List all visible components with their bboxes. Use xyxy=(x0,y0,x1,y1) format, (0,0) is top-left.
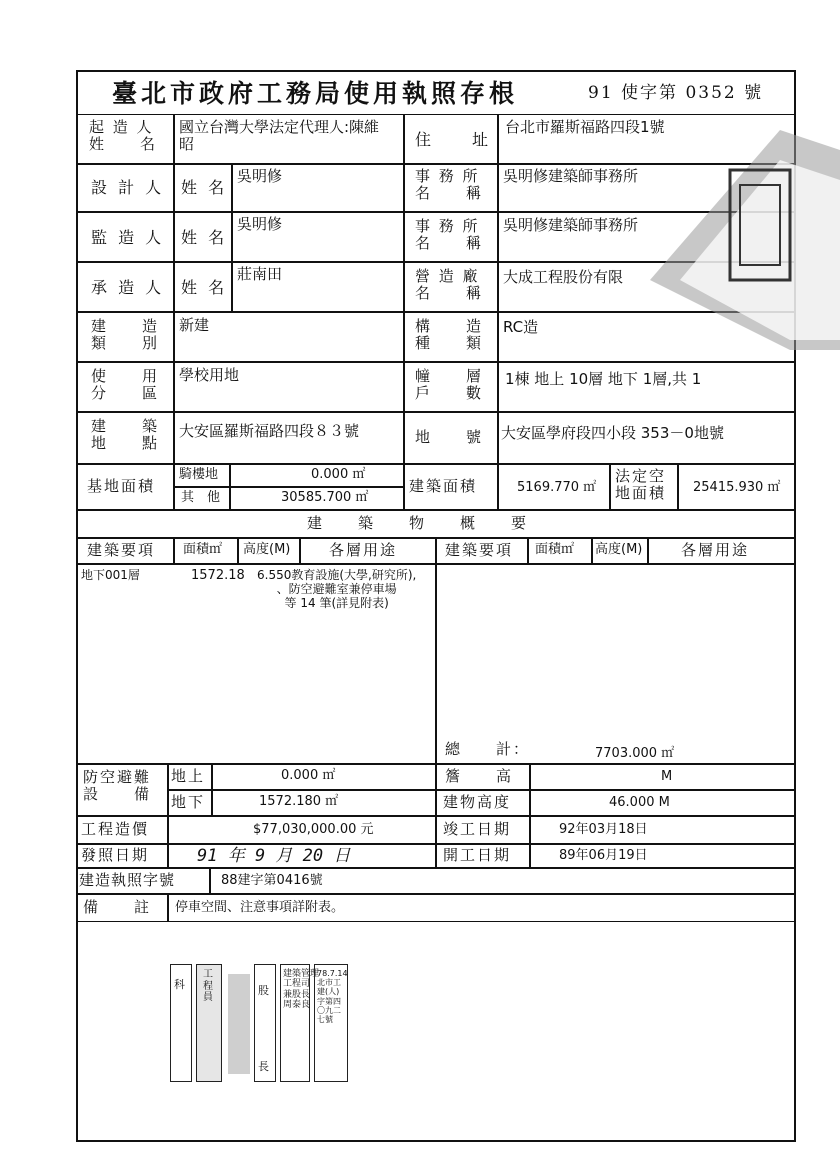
col-use-right-cell xyxy=(648,538,796,564)
shelter-above-value-cell xyxy=(212,764,436,790)
stamp-slot-1-text: 科 xyxy=(174,978,185,991)
supervisor-name-label-cell xyxy=(174,212,232,262)
col-use-right: 各層用途 xyxy=(681,541,750,559)
designer-name-label: 姓 名 xyxy=(181,178,228,197)
total-value: 7703.000 ㎡ xyxy=(595,746,675,761)
location-label-cell xyxy=(76,412,174,464)
contractor-value: 莊南田 xyxy=(237,265,283,283)
floor-area-label-cell xyxy=(404,464,498,510)
stamp-slot-2-text: 工 程 員 xyxy=(203,969,213,1003)
overview-right-body xyxy=(436,564,796,764)
start-date-label-cell xyxy=(436,844,530,868)
shelter-label: 防空避難 設 備 xyxy=(83,768,152,804)
page-title: 臺北市政府工務局使用執照存根 xyxy=(112,79,519,108)
stamp-slot-6 xyxy=(314,964,348,1082)
issue-date-value-cell xyxy=(168,844,436,868)
structure-label-cell xyxy=(404,312,498,362)
eaves-label-cell xyxy=(436,764,530,790)
cost-label: 工程造價 xyxy=(81,820,150,838)
address-label-cell xyxy=(404,114,498,164)
official-seal-stamp xyxy=(640,110,840,350)
row-area: 1572.18 xyxy=(191,568,245,583)
bldg-height-value-cell xyxy=(530,790,796,816)
bldg-height-value: 46.000 M xyxy=(609,795,670,810)
cost-label-cell xyxy=(76,816,168,844)
remarks-value-cell xyxy=(168,894,796,922)
total-label: 總 計： xyxy=(445,740,531,758)
contractor-name-label-cell xyxy=(174,262,232,312)
eaves-label: 簷 高 xyxy=(445,767,514,785)
contractor-label-cell xyxy=(76,262,174,312)
done-date-value: 92年03月18日 xyxy=(559,822,648,837)
col-area-left-cell xyxy=(174,538,238,564)
floor-area-value: 5169.770 ㎡ xyxy=(517,480,597,495)
designer-value: 吳明修 xyxy=(237,167,283,185)
supervisor-label: 監 造 人 xyxy=(91,228,165,247)
site-area-label-cell xyxy=(76,464,174,510)
build-type-label: 建 造 類 別 xyxy=(91,317,160,353)
use-zone-label: 使 用 分 區 xyxy=(91,367,160,403)
col-area-right-cell xyxy=(528,538,592,564)
open-space-label-cell xyxy=(610,464,678,510)
col-height-left: 高度(M) xyxy=(243,542,291,557)
build-type-value-cell xyxy=(174,312,404,362)
col-area-right: 面積㎡ xyxy=(535,542,575,557)
designer-office-label: 事 務 所 名 稱 xyxy=(415,167,484,203)
stamp-slot-2 xyxy=(196,964,222,1082)
stamp-slot-5-text: 建築管理 工程司 兼股長 周泰良 xyxy=(283,969,320,1011)
arcade-value: 0.000 ㎡ xyxy=(311,467,366,482)
location-value-cell xyxy=(174,412,404,464)
use-zone-value: 學校用地 xyxy=(179,366,240,384)
use-zone-label-cell xyxy=(76,362,174,412)
designer-label-cell xyxy=(76,164,174,212)
supervisor-office-label: 事 務 所 名 稱 xyxy=(415,217,484,253)
stamp-slot-3 xyxy=(254,964,276,1082)
supervisor-office-label-cell xyxy=(404,212,498,262)
builder-label-cell xyxy=(76,114,174,164)
floor-area-label: 建築面積 xyxy=(409,477,478,495)
remarks-label-cell xyxy=(76,894,168,922)
col-use-left: 各層用途 xyxy=(329,541,398,559)
units-value-cell xyxy=(498,362,796,412)
lot-value: 大安區學府段四小段 353－0地號 xyxy=(501,424,724,442)
col-height-right: 高度(M) xyxy=(595,542,643,557)
permit-number: 91 使字第 0352 號 xyxy=(588,83,764,103)
done-date-label: 竣工日期 xyxy=(443,820,512,838)
stamp-slot-3-text: 股 xyxy=(258,984,269,997)
bldg-height-label-cell xyxy=(436,790,530,816)
supervisor-office-value: 吳明修建築師事務所 xyxy=(503,216,639,234)
site-area-label: 基地面積 xyxy=(87,477,156,495)
other-value-cell xyxy=(230,487,404,510)
col-height-right-cell xyxy=(592,538,648,564)
col-height-left-cell xyxy=(238,538,300,564)
use-zone-value-cell xyxy=(174,362,404,412)
done-date-label-cell xyxy=(436,816,530,844)
other-label: 其 他 xyxy=(181,490,221,505)
shelter-below-value-cell xyxy=(212,790,436,816)
address-label: 住 址 xyxy=(415,130,492,149)
open-space-value: 25415.930 ㎡ xyxy=(693,480,781,495)
col-use-left-cell xyxy=(300,538,436,564)
bldg-height-label: 建物高度 xyxy=(443,793,512,811)
builder-label: 起 造 人 姓 名 xyxy=(89,118,158,154)
build-type-label-cell xyxy=(76,312,174,362)
other-value: 30585.700 ㎡ xyxy=(281,490,369,505)
remarks-value: 停車空間、注意事項詳附表。 xyxy=(175,900,345,915)
supervisor-value: 吳明修 xyxy=(237,215,283,233)
floor-area-value-cell xyxy=(498,464,610,510)
supervisor-name-label: 姓 名 xyxy=(181,228,228,247)
contractor-label: 承 造 人 xyxy=(91,278,165,297)
done-date-value-cell xyxy=(530,816,796,844)
col-item-right-cell xyxy=(436,538,528,564)
cost-value-cell xyxy=(168,816,436,844)
permit-no-label: 建造執照字號 xyxy=(79,871,176,889)
location-label: 建 築 地 點 xyxy=(91,417,160,453)
eaves-value-cell xyxy=(530,764,796,790)
designer-value-cell xyxy=(232,164,404,212)
col-item-left-cell xyxy=(76,538,174,564)
permit-no-value: 88建字第0416號 xyxy=(221,873,323,888)
permit-no-value-cell xyxy=(210,868,796,894)
build-type-value: 新建 xyxy=(179,316,210,334)
location-value: 大安區羅斯福路四段８３號 xyxy=(179,422,360,440)
overview-header: 建 築 物 概 要 xyxy=(307,514,529,532)
shelter-above-label-cell xyxy=(168,764,212,790)
designer-office-label-cell xyxy=(404,164,498,212)
contractor-firm-value: 大成工程股份有限 xyxy=(503,268,624,286)
lot-value-cell xyxy=(498,412,796,464)
address-value: 台北市羅斯福路四段1號 xyxy=(505,118,665,136)
shelter-below-value: 1572.180 ㎡ xyxy=(259,794,339,809)
contractor-firm-label-cell xyxy=(404,262,498,312)
eaves-value: M xyxy=(661,769,673,784)
designer-name-label-cell xyxy=(174,164,232,212)
overview-left-body xyxy=(76,564,436,764)
cost-value: $77,030,000.00 元 xyxy=(253,822,374,837)
stamp-slot-4-text: 長 xyxy=(258,1060,269,1073)
units-label: 幢 層 戶 數 xyxy=(415,367,484,403)
start-date-label: 開工日期 xyxy=(443,846,512,864)
other-label-cell xyxy=(174,487,230,510)
stamp-slot-1 xyxy=(170,964,192,1082)
stamp-slot-5 xyxy=(280,964,320,1082)
builder-value: 國立台灣大學法定代理人:陳維 昭 xyxy=(179,118,380,154)
col-item-left: 建築要項 xyxy=(87,541,156,559)
designer-label: 設 計 人 xyxy=(91,178,165,197)
issue-date-label-cell xyxy=(76,844,168,868)
open-space-value-cell xyxy=(678,464,796,510)
shelter-below-label: 地下 xyxy=(171,793,206,811)
stamp-slot-6-text: 78.7.14北市工建(人) 字第四〇九二七號 xyxy=(317,969,348,1024)
contractor-value-cell xyxy=(232,262,404,312)
units-value: 1棟 地上 10層 地下 1層,共 1 xyxy=(505,370,702,388)
contractor-firm-label: 營 造 廠 名 稱 xyxy=(415,267,484,303)
col-item-right: 建築要項 xyxy=(445,541,514,559)
approval-stamp-block xyxy=(170,964,350,1084)
structure-value: RC造 xyxy=(503,318,539,336)
arcade-label-cell xyxy=(174,464,230,487)
overview-header-cell xyxy=(76,510,796,538)
contractor-name-label: 姓 名 xyxy=(181,278,228,297)
shelter-above-label: 地上 xyxy=(171,767,206,785)
builder-value-cell xyxy=(174,114,404,164)
stamp-seal-gray xyxy=(228,974,250,1074)
arcade-value-cell xyxy=(230,464,404,487)
shelter-below-label-cell xyxy=(168,790,212,816)
lot-label: 地 號 xyxy=(415,428,484,446)
permit-no-label-cell xyxy=(76,868,210,894)
open-space-label: 法定空 地面積 xyxy=(615,467,667,503)
supervisor-value-cell xyxy=(232,212,404,262)
units-label-cell xyxy=(404,362,498,412)
start-date-value: 89年06月19日 xyxy=(559,848,648,863)
designer-office-value: 吳明修建築師事務所 xyxy=(503,167,639,185)
col-area-left: 面積㎡ xyxy=(183,542,223,557)
row-height-use: 6.550教育設施(大學,研究所), 、防空避難室兼停車場 等 14 筆(詳見附表) xyxy=(257,568,417,610)
supervisor-label-cell xyxy=(76,212,174,262)
structure-label: 構 造 種 類 xyxy=(415,317,484,353)
lot-label-cell xyxy=(404,412,498,464)
issue-date-value: 91 年 9 月 20 日 xyxy=(197,846,351,866)
arcade-label: 騎樓地 xyxy=(179,467,219,482)
shelter-above-value: 0.000 ㎡ xyxy=(281,768,336,783)
row-floor: 地下001層 xyxy=(81,568,140,582)
issue-date-label: 發照日期 xyxy=(81,846,150,864)
remarks-label: 備 註 xyxy=(83,898,152,916)
shelter-label-cell xyxy=(76,764,168,816)
start-date-value-cell xyxy=(530,844,796,868)
